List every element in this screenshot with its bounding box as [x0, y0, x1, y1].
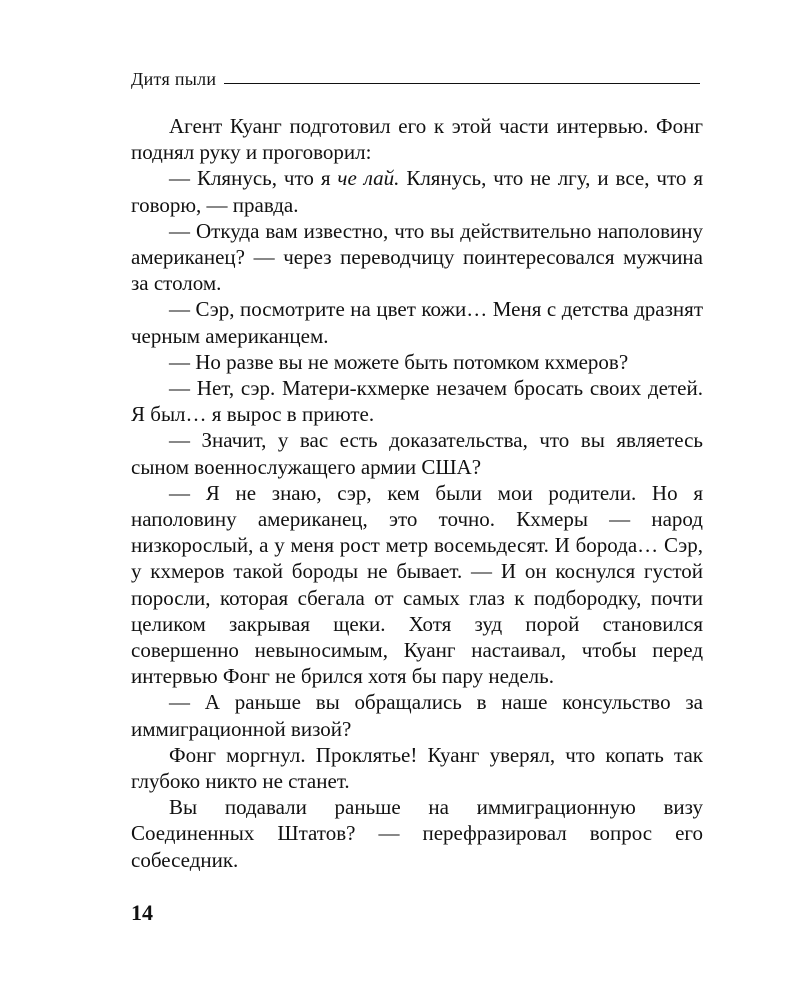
paragraph: — Нет, сэр. Матери-кхмерке незачем бросать своих детей. Я был… я вырос в приюте.	[131, 376, 703, 427]
paragraph: — Значит, у вас есть доказательства, что вы являетесь сыном военнослужащего армии США?	[131, 428, 703, 479]
paragraph: — Я не знаю, сэр, кем были мои родители. Но я наполовину американец, это точно. Кхмеры — народ низкорослый, а у меня рост метр восемьдесят. И борода… Сэр, у кхмеров такой бороды не бывает. — И он коснулся густой поросли, которая сбегала от самых глаз к подбородку, почти целиком закрывая щеки. Хотя зуд порой становился совершенно невыносимым, Куанг настаивал, чтобы перед интервью Фонг не брился хотя бы пару недель.	[131, 480, 703, 689]
paragraph: — Но разве вы не можете быть потомком кхмеров?	[169, 349, 629, 374]
paragraph: Фонг моргнул. Проклятье! Куанг уверял, что копать так глубоко никто не станет.	[131, 742, 703, 794]
paragraph: Вы подавали раньше на иммиграционную визу Соединенных Штатов? — перефразировал вопрос его собеседник.	[131, 795, 703, 872]
running-header	[131, 70, 700, 88]
paragraph: — Клянусь, что я че лай. Клянусь, что не лгу, и все, что я говорю, — правда.	[131, 166, 703, 217]
italic-term: че лай.	[337, 166, 400, 191]
paragraph: Агент Куанг подготовил его к этой части интервью. Фонг поднял руку и проговорил:	[131, 114, 703, 165]
paragraph: — Сэр, посмотрите на цвет кожи… Меня с детства дразнят черным американцем.	[131, 297, 703, 348]
paragraph: — А раньше вы обращались в наше консульство за иммиграционной визой?	[131, 690, 703, 741]
book-title: Дитя пыли	[131, 69, 217, 89]
header-rule	[224, 83, 700, 84]
paragraph: — Откуда вам известно, что вы действительно наполовину американец? — через переводчицу поинтересовался мужчина за столом.	[131, 218, 703, 296]
page-body	[131, 113, 703, 873]
page-number: 14	[131, 900, 153, 925]
